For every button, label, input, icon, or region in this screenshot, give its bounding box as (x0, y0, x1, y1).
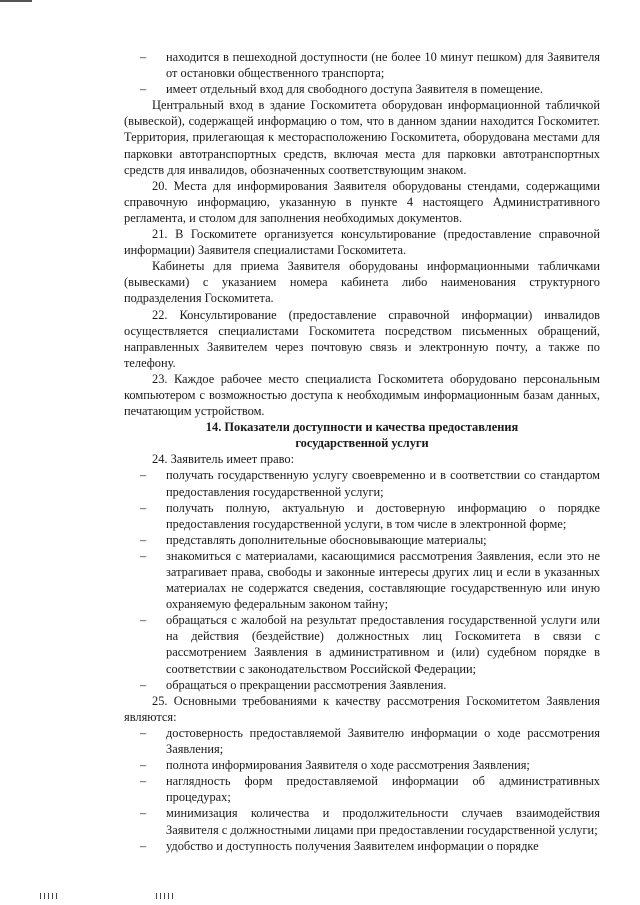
dash-bullet: – (140, 677, 147, 692)
dash-bullet: – (140, 774, 147, 789)
scan-edge-mark (0, 0, 32, 2)
list-item: – достоверность предоставляемой Заявителю информации о ходе рассмотрения Заявления; (140, 725, 600, 757)
section-heading-line1: 14. Показатели доступности и качества предоставления (205, 420, 519, 435)
paragraph-cabinets: Кабинеты для приема Заявителя оборудованы информационными табличками (вывесками) с указанием номера кабинета либо наименования структурного подразделения Госкомитета. (124, 259, 600, 306)
premises-requirements-list (124, 49, 600, 97)
paragraph-21: 21. В Госкомитете организуется консультирование (предоставление справочной информации) Заявителя специалистами Госкомитета. (124, 227, 600, 258)
dash-bullet: – (140, 468, 147, 483)
list-item: – получать государственную услугу своевременно и в соответствии со стандартом предоставления государственной услуги; (140, 468, 600, 499)
list-item: – представлять дополнительные обосновывающие материалы; (140, 532, 487, 547)
list-item: – обращаться о прекращении рассмотрения Заявления. (140, 677, 447, 692)
scan-footer-mark (156, 893, 174, 899)
paragraph-23: 23. Каждое рабочее место специалиста Госкомитета оборудовано персональным компьютером с возможностью доступа к необходимым информационным базам данных, печатающим устройством. (124, 371, 600, 419)
dash-bullet: – (140, 725, 147, 740)
quality-requirements-list (124, 725, 600, 854)
list-item: – обращаться с жалобой на результат предоставления государственной услуги или на действия (бездействие) должностных лиц Госкомитета в связи с рассмотрением Заявления в административном и (или) судебном порядке в соответствии с законодательством Российской Федерации; (140, 613, 600, 676)
dash-bullet: – (140, 613, 147, 628)
dash-bullet: – (140, 806, 147, 821)
list-item: – полнота информирования Заявителя о ходе рассмотрения Заявления; (140, 758, 530, 773)
section-heading (124, 419, 600, 451)
paragraph-20: 20. Места для информирования Заявителя оборудованы стендами, содержащими справочную информацию, указанную в пункте 4 настоящего Административного регламента, и столом для заполнения необходимых документов. (124, 178, 600, 225)
dash-bullet: – (140, 500, 147, 515)
document-body (124, 49, 600, 854)
list-item: – имеет отдельный вход для свободного доступа Заявителя в помещение. (140, 82, 544, 97)
section-heading-line2: государственной услуги (295, 436, 429, 451)
paragraph-24-intro: 24. Заявитель имеет право: (152, 452, 295, 467)
dash-bullet: – (140, 548, 147, 563)
applicant-rights-list (124, 467, 600, 692)
list-item: – находится в пешеходной доступности (не более 10 минут пешком) для Заявителя от остановки общественного транспорта; (140, 50, 600, 81)
scan-footer-mark (40, 893, 58, 899)
dash-bullet: – (140, 532, 147, 547)
list-item: – минимизация количества и продолжительности случаев взаимодействия Заявителя с должностными лицами при предоставлении государственной услуги; (140, 806, 600, 837)
list-item: – наглядность форм предоставляемой информации об административных процедурах; (140, 774, 600, 805)
list-item: – удобство и доступность получения Заявителем информации о порядке (140, 838, 539, 853)
dash-bullet: – (140, 82, 147, 97)
paragraph-22: 22. Консультирование (предоставление справочной информации) инвалидов осуществляется специалистами Госкомитета посредством письменных обращений, направленных Заявителем через почтовую связь и электронную почту, а также по телефону. (124, 307, 600, 370)
paragraph-entrance: Центральный вход в здание Госкомитета оборудован информационной табличкой (вывеской), содержащей информацию о том, что в данном здании находится Госкомитет. Территория, прилегающая к месторасположению Госкомитета, оборудована местами для парковки автотранспортных средств, включая места для парковки автотранспортных средств для инвалидов, обозначенных соответствующим знаком. (124, 98, 600, 177)
dash-bullet: – (140, 838, 147, 853)
list-item: – получать полную, актуальную и достоверную информацию о порядке предоставления государственной услуги, в том числе в электронной форме; (140, 500, 600, 531)
dash-bullet: – (140, 758, 147, 773)
dash-bullet: – (140, 50, 147, 64)
paragraph-25-intro: 25. Основными требованиями к качеству рассмотрения Госкомитетом Заявления являются: (124, 693, 600, 724)
list-item: – знакомиться с материалами, касающимися рассмотрения Заявления, если это не затрагивает права, свободы и законные интересы других лиц и если в указанных материалах не содержатся сведения, составляющие государственную или иную охраняемую федеральным законом тайну; (140, 548, 600, 612)
